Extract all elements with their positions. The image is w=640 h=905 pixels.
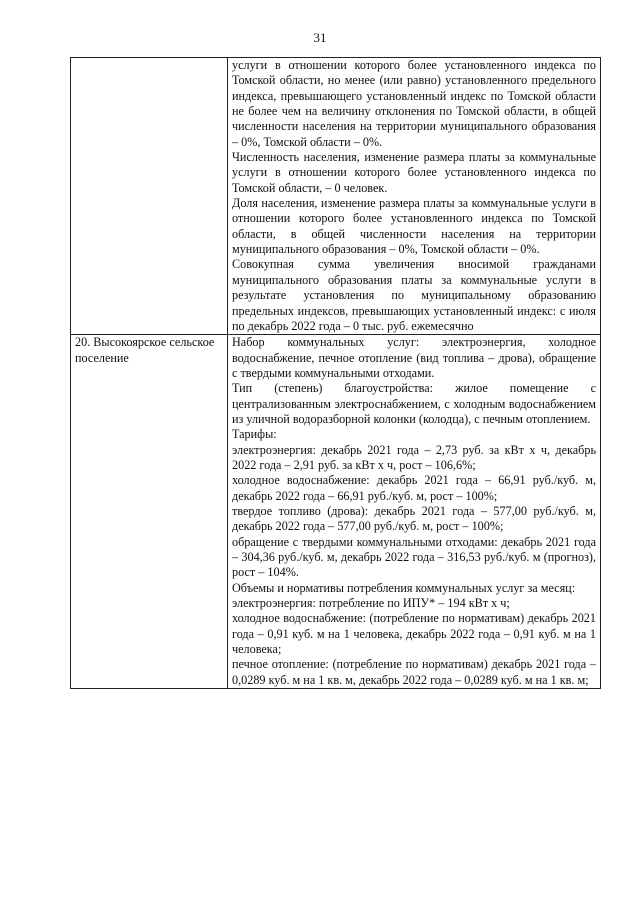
paragraph: услуги в отношении которого более установленного индекса по Томской области, но менее (или равно) установленного предельного индекса, превышающего установленный индекс по Томской области не более чем на величину отклонения по Томской области, в общей численности населения на территории муниципального образования – 0%, Томской области – 0%. bbox=[232, 58, 596, 149]
paragraph: Тип (степень) благоустройства: жилое помещение с централизованным электроснабжением, с холодным водоснабжением из уличной водоразборной колонки (колодца), с печным отоплением. bbox=[232, 381, 596, 426]
description-cell bbox=[228, 58, 601, 335]
table-row bbox=[71, 58, 601, 335]
paragraph: Совокупная сумма увеличения вносимой гражданами муниципального образования платы за коммунальные услуги в результате установления по муниципальному образованию предельных индексов, превышающих установленный индекс: с июля по декабрь 2022 года – 0 тыс. руб. ежемесячно bbox=[232, 257, 596, 333]
paragraph: Объемы и нормативы потребления коммунальных услуг за месяц: bbox=[232, 580, 576, 595]
municipality-cell: 20. Высокоярское сельское поселение bbox=[71, 335, 228, 689]
municipality-cell bbox=[71, 58, 228, 335]
description-cell bbox=[228, 335, 601, 689]
paragraph: электроэнергия: потребление по ИПУ* – 194 кВт х ч; bbox=[232, 596, 510, 611]
paragraph: Доля населения, изменение размера платы за коммунальные услуги в отношении которого более установленного индекса по Томской области, в общей численности населения на территории муниципального образования – 0%, Томской области – 0%. bbox=[232, 196, 596, 257]
paragraph: холодное водоснабжение: декабрь 2021 года – 66,91 руб./куб. м, декабрь 2022 года – 66,91 руб./куб. м, рост – 100%; bbox=[232, 473, 596, 503]
table-row bbox=[71, 335, 601, 689]
municipalities-table bbox=[70, 57, 601, 689]
paragraph: твердое топливо (дрова): декабрь 2021 года – 577,00 руб./куб. м, декабрь 2022 года – 577,00 руб./куб. м, рост – 100%; bbox=[232, 503, 596, 534]
paragraph: Тарифы: bbox=[232, 427, 277, 442]
paragraph: обращение с твердыми коммунальными отходами: декабрь 2021 года – 304,36 руб./куб. м, декабрь 2022 года – 316,53 руб./куб. м (прогноз), рост – 104%. bbox=[232, 534, 596, 580]
paragraph: электроэнергия: декабрь 2021 года – 2,73 руб. за кВт х ч, декабрь 2022 года – 2,91 руб. за кВт х ч, рост – 106,6%; bbox=[232, 442, 596, 472]
paragraph: Набор коммунальных услуг: электроэнергия, холодное водоснабжение, печное отопление (вид топлива – дрова), обращение с твердыми коммунальными отходами. bbox=[232, 335, 596, 380]
page-number: 31 bbox=[313, 30, 327, 45]
paragraph: печное отопление: (потребление по нормативам) декабрь 2021 года – 0,0289 куб. м на 1 кв. м, декабрь 2022 года – 0,0289 куб. м на 1 кв. м; bbox=[232, 657, 596, 687]
paragraph: Численность населения, изменение размера платы за коммунальные услуги в отношении которого более установленного индекса по Томской области, – 0 человек. bbox=[232, 150, 596, 195]
paragraph: холодное водоснабжение: (потребление по нормативам) декабрь 2021 года – 0,91 куб. м на 1 человека, декабрь 2022 года – 0,91 куб. м на 1 человека; bbox=[232, 611, 596, 657]
